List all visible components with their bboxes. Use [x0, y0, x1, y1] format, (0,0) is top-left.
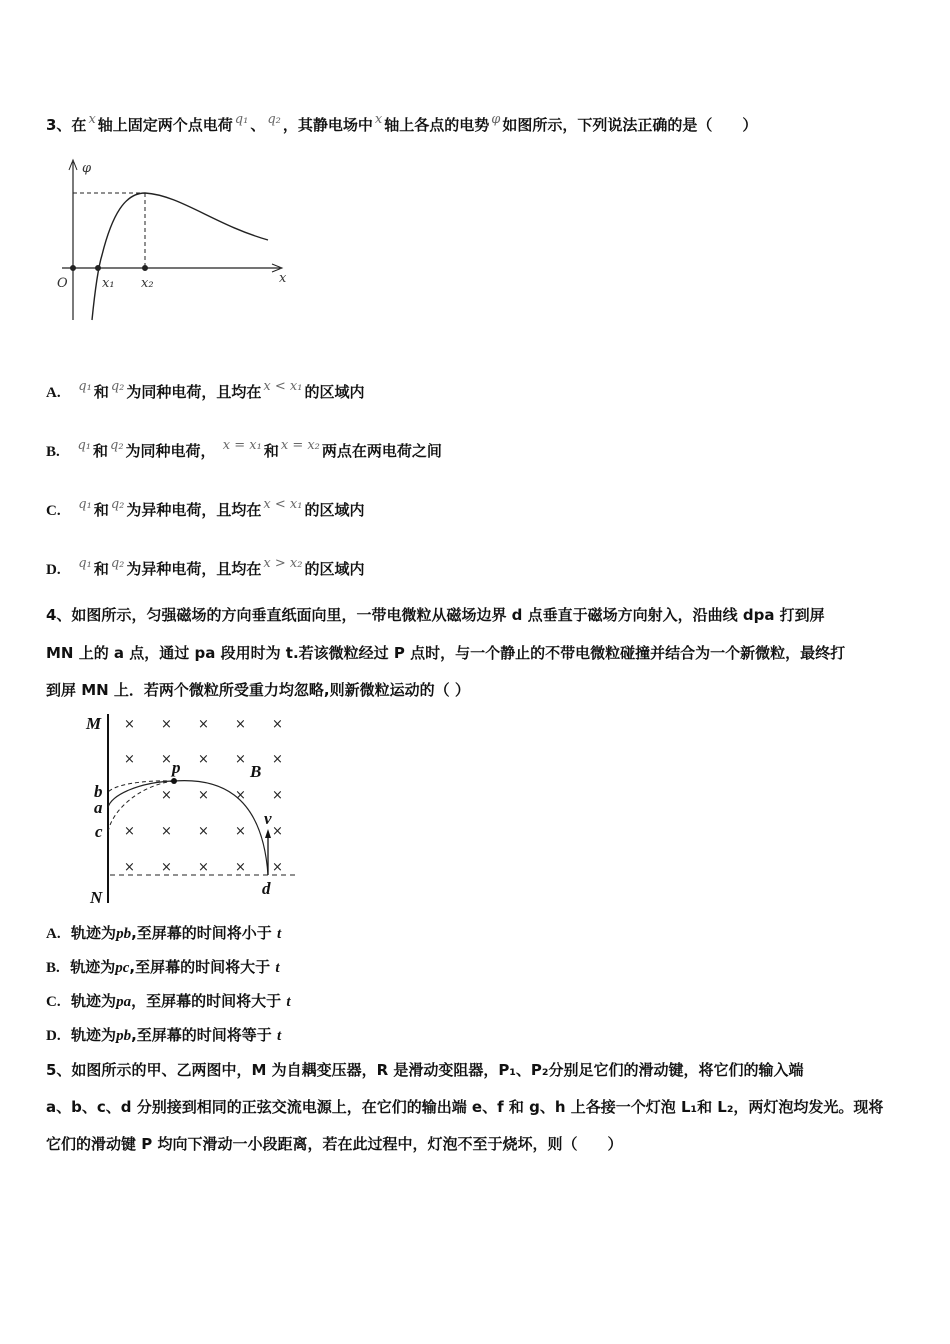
text: 轴上各点的电势: [384, 116, 490, 134]
field-cross-icon: ×: [235, 824, 246, 839]
math-q2: q₂: [110, 497, 125, 512]
text: 两点在两电荷之间: [321, 442, 442, 460]
text: 和: [93, 383, 109, 401]
text: 的区域内: [304, 501, 365, 519]
label-v: v: [264, 809, 272, 828]
field-cross-icon: ×: [235, 788, 246, 803]
field-cross-icon: ×: [272, 788, 283, 803]
field-cross-icon: ×: [161, 752, 172, 767]
math-q1: q₁: [77, 438, 91, 453]
field-cross-icon: ×: [124, 717, 135, 732]
math-t: t: [277, 1028, 282, 1044]
origin-label: O: [57, 276, 68, 291]
text: 轨迹为: [71, 992, 117, 1010]
text: 为异种电荷，且均在: [126, 560, 262, 578]
math-condition: x = x₂: [280, 438, 320, 453]
text: 轴上固定两个点电荷: [97, 116, 233, 134]
text: 如图所示，下列说法正确的是（ ）: [502, 116, 758, 134]
x1-dot: [96, 266, 101, 271]
text: 轨迹为: [70, 958, 116, 976]
field-cross-icon: ×: [124, 824, 135, 839]
x1-label: x₁: [102, 276, 115, 291]
origin-dot: [71, 266, 76, 271]
math-path: pb: [116, 1028, 132, 1044]
field-cross-icon: ×: [235, 860, 246, 875]
q4-option-b[interactable]: [46, 956, 280, 977]
field-cross-icon: ×: [161, 717, 172, 732]
math-q1: q₁: [78, 379, 92, 394]
text: 为同种电荷，: [125, 442, 216, 460]
math-condition: x < x₁: [263, 497, 303, 512]
field-cross-icon: ×: [272, 860, 283, 875]
text: 和: [92, 442, 108, 460]
field-cross-icon: ×: [235, 752, 246, 767]
label-a: a: [94, 798, 103, 817]
option-letter: C.: [46, 994, 61, 1010]
y-axis-label: φ: [82, 161, 92, 176]
math-q2: q₂: [110, 379, 125, 394]
math-phi: φ: [491, 112, 501, 127]
field-cross-icon: ×: [235, 717, 246, 732]
text: 和: [93, 501, 109, 519]
option-letter: A.: [46, 926, 61, 942]
label-M: M: [86, 714, 102, 733]
text: 轨迹为: [71, 1026, 117, 1044]
option-letter: B.: [46, 444, 60, 460]
text: 为异种电荷，且均在: [126, 501, 262, 519]
field-cross-icon: ×: [272, 824, 283, 839]
math-condition: x > x₂: [263, 556, 303, 571]
math-q2: q₂: [110, 556, 125, 571]
text: 轨迹为: [71, 924, 117, 942]
x-axis-label: x: [279, 271, 287, 286]
option-letter: C.: [46, 503, 61, 519]
math-q2: q₂: [110, 438, 124, 453]
velocity-arrowhead-icon: [265, 829, 271, 838]
text: 的区域内: [304, 560, 365, 578]
text: 为同种电荷，且均在: [126, 383, 262, 401]
text: 的区域内: [304, 383, 365, 401]
field-cross-icon: ×: [198, 824, 209, 839]
x2-dot: [143, 266, 148, 271]
label-b: b: [94, 782, 103, 801]
option-letter: A.: [46, 385, 61, 401]
math-path: pc: [115, 960, 130, 976]
math-condition: x = x₁: [222, 438, 262, 453]
math-x: x: [374, 112, 383, 127]
point-p: [171, 778, 177, 784]
text: ,至屏幕的时间将等于: [131, 1026, 272, 1044]
q3-option-c[interactable]: [46, 499, 364, 520]
field-cross-icon: ×: [198, 788, 209, 803]
math-q1: q₁: [234, 112, 249, 127]
label-N: N: [90, 888, 103, 907]
field-cross-icon: ×: [161, 788, 172, 803]
math-q1: q₁: [78, 556, 92, 571]
math-condition: x < x₁: [263, 379, 303, 394]
question-4-stem-line-1: 4、如图所示，匀强磁场的方向垂直纸面向里，一带电微粒从磁场边界 d 点垂直于磁场方向射入，沿曲线 dpa 打到屏: [46, 606, 825, 624]
field-cross-icon: ×: [161, 824, 172, 839]
option-letter: B.: [46, 960, 60, 976]
text: ,至屏幕的时间将小于: [131, 924, 272, 942]
field-cross-icon: ×: [124, 752, 135, 767]
text: ，至屏幕的时间将大于: [131, 992, 282, 1010]
potential-graph: [62, 160, 282, 320]
field-cross-icon: ×: [272, 752, 283, 767]
label-B: B: [250, 762, 262, 781]
magnetic-field-figure: [85, 714, 296, 907]
q4-option-a[interactable]: [46, 922, 281, 943]
field-cross-icon: ×: [198, 860, 209, 875]
label-p: p: [172, 758, 181, 777]
math-t: t: [275, 960, 280, 976]
label-d: d: [262, 879, 271, 898]
text: 3、在: [46, 116, 87, 134]
q4-option-c[interactable]: [46, 990, 290, 1011]
math-path: pb: [116, 926, 132, 942]
question-4-stem-line-3: 到屏 MN 上．若两个微粒所受重力均忽略,则新微粒运动的（ ）: [46, 681, 470, 699]
q3-option-d[interactable]: [46, 558, 364, 579]
math-t: t: [286, 994, 291, 1010]
math-t: t: [277, 926, 282, 942]
question-5-stem-line-1: 5、如图所示的甲、乙两图中，M 为自耦变压器，R 是滑动变阻器，P₁、P₂分别足它们的滑动键，将它们的输入端: [46, 1061, 804, 1079]
question-5-stem-line-2: a、b、c、d 分别接到相同的正弦交流电源上，在它们的输出端 e、f 和 g、h 上各接一个灯泡 L₁和 L₂，两灯泡均发光。现将: [46, 1098, 884, 1116]
field-cross-icon: ×: [272, 717, 283, 732]
text: ,至屏幕的时间将大于: [129, 958, 271, 976]
q3-option-a[interactable]: [46, 381, 364, 402]
field-cross-icon: ×: [198, 752, 209, 767]
option-letter: D.: [46, 1028, 61, 1044]
math-q1: q₁: [78, 497, 92, 512]
x2-label: x₂: [141, 276, 154, 291]
field-cross-icon: ×: [161, 860, 172, 875]
q4-option-d[interactable]: [46, 1024, 281, 1045]
math-q2: q₂: [267, 112, 281, 127]
text: 、: [250, 116, 266, 134]
question-5-stem-line-3: 它们的滑动键 P 均向下滑动一小段距离，若在此过程中，灯泡不至于烧坏，则（ ）: [46, 1135, 623, 1153]
field-cross-icon: ×: [124, 860, 135, 875]
math-x: x: [88, 112, 96, 127]
field-cross-icon: ×: [198, 717, 209, 732]
question-4-stem-line-2: MN 上的 a 点，通过 pa 段用时为 t.若该微粒经过 P 点时，与一个静止的不带电微粒碰撞并结合为一个新微粒，最终打: [46, 644, 846, 662]
text: 和: [263, 442, 279, 460]
potential-curve: [92, 193, 268, 320]
field-crosses: [124, 717, 283, 875]
option-letter: D.: [46, 562, 61, 578]
text: ，其静电场中: [282, 116, 373, 134]
label-c: c: [95, 822, 103, 841]
text: 和: [93, 560, 109, 578]
math-path: pa: [116, 994, 132, 1010]
q3-option-b[interactable]: [46, 440, 442, 461]
